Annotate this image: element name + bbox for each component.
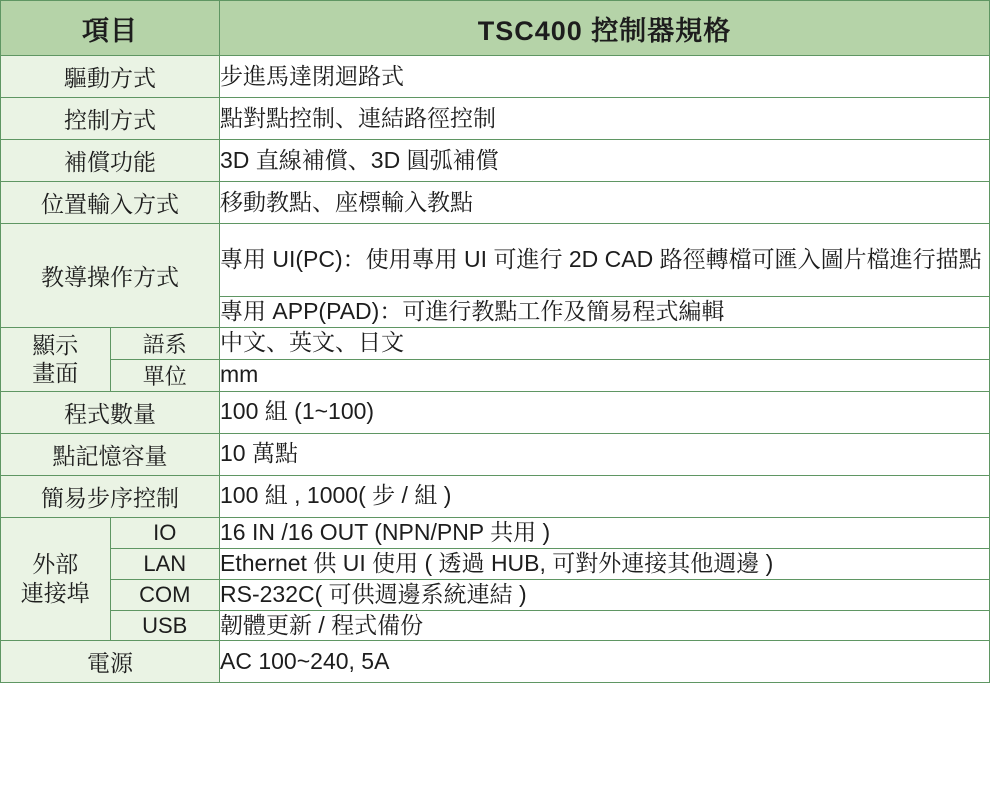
- row-value-point-memory: 10 萬點: [220, 433, 990, 475]
- row-label-external-ports-line1: 外部: [32, 551, 79, 578]
- row-value-control-type: 點對點控制、連結路徑控制: [220, 98, 990, 140]
- row-value-power-supply: AC 100~240, 5A: [220, 641, 990, 683]
- header-cell-item: 項目: [1, 1, 220, 56]
- row-sublabel-language: 語系: [110, 327, 220, 359]
- row-value-usb: 韌體更新 / 程式備份: [220, 610, 990, 641]
- row-label-power-supply: 電源: [1, 641, 220, 683]
- row-label-simple-sequence: 簡易步序控制: [1, 475, 220, 517]
- row-label-point-memory: 點記憶容量: [1, 433, 220, 475]
- row-label-teaching-operation: 教導操作方式: [1, 224, 220, 328]
- row-label-position-input: 位置輸入方式: [1, 182, 220, 224]
- table-row: [1, 140, 990, 182]
- table-row: [1, 610, 990, 641]
- row-value-teaching-ui-pc: 專用 UI(PC)：使用專用 UI 可進行 2D CAD 路徑轉檔可匯入圖片檔進行描點: [220, 224, 990, 297]
- table-row: [1, 517, 990, 548]
- row-value-simple-sequence: 100 組 , 1000( 步 / 組 ): [220, 475, 990, 517]
- table-row: [1, 579, 990, 610]
- table-row: [1, 433, 990, 475]
- table-row: [1, 224, 990, 297]
- row-label-compensation: 補償功能: [1, 140, 220, 182]
- row-label-program-count: 程式數量: [1, 391, 220, 433]
- table-row: [1, 359, 990, 391]
- row-label-display-screen-line2: 畫面: [32, 360, 79, 387]
- row-value-position-input: 移動教點、座標輸入教點: [220, 182, 990, 224]
- row-sublabel-usb: USB: [110, 610, 220, 641]
- row-label-external-ports-line2: 連接埠: [20, 580, 90, 607]
- table-header-row: [1, 1, 990, 56]
- row-sublabel-lan: LAN: [110, 548, 220, 579]
- row-label-drive-type: 驅動方式: [1, 56, 220, 98]
- row-value-unit: mm: [220, 359, 990, 391]
- row-value-compensation: 3D 直線補償、3D 圓弧補償: [220, 140, 990, 182]
- table-row: [1, 56, 990, 98]
- row-value-drive-type: 步進馬達閉迴路式: [220, 56, 990, 98]
- table-row: [1, 641, 990, 683]
- table-row: [1, 327, 990, 359]
- row-value-io: 16 IN /16 OUT (NPN/PNP 共用 ): [220, 517, 990, 548]
- row-sublabel-com: COM: [110, 579, 220, 610]
- table-row: [1, 182, 990, 224]
- table-row: [1, 548, 990, 579]
- row-label-control-type: 控制方式: [1, 98, 220, 140]
- row-value-program-count: 100 組 (1~100): [220, 391, 990, 433]
- row-label-external-ports: [1, 517, 111, 641]
- row-label-display-screen-line1: 顯示: [32, 331, 79, 358]
- table-row: [1, 475, 990, 517]
- row-value-com: RS-232C( 可供週邊系統連結 ): [220, 579, 990, 610]
- row-value-teaching-app-pad: 專用 APP(PAD)：可進行教點工作及簡易程式編輯: [220, 297, 990, 328]
- table-row: [1, 98, 990, 140]
- row-value-language: 中文、英文、日文: [220, 327, 990, 359]
- row-sublabel-io: IO: [110, 517, 220, 548]
- row-value-lan: Ethernet 供 UI 使用 ( 透過 HUB, 可對外連接其他週邊 ): [220, 548, 990, 579]
- table-row: [1, 391, 990, 433]
- row-sublabel-unit: 單位: [110, 359, 220, 391]
- row-label-display-screen: [1, 327, 111, 391]
- header-cell-spec: TSC400 控制器規格: [220, 1, 990, 56]
